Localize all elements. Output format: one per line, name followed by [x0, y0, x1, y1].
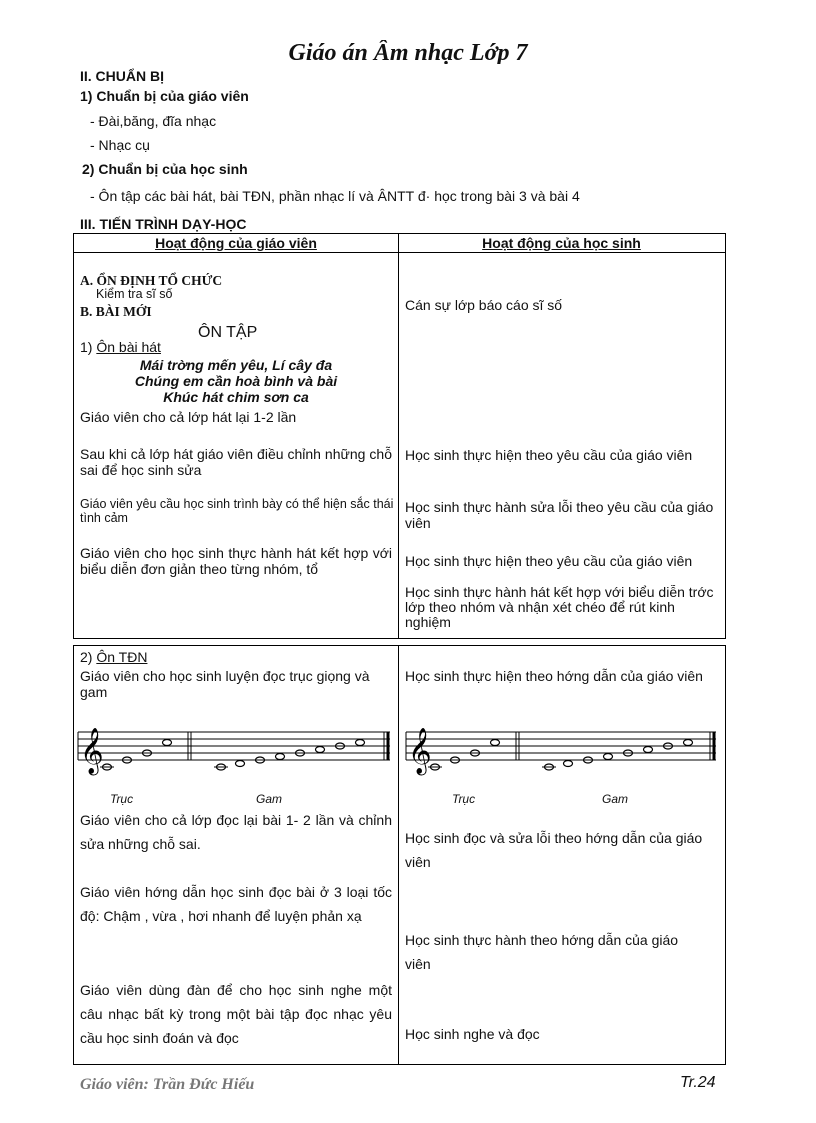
page-title: Giáo án Âm nhạc Lớp 7: [288, 40, 528, 64]
student-activity: Học sinh thực hiện theo yêu cầu của giáo viên: [405, 553, 693, 569]
staff-label-truc: Trục: [452, 792, 476, 806]
teacher-activity: Giáo viên dùng đàn để cho học sinh nghe một câu nhạc bất kỳ trong một bài tập đọc nhạc yêu cầu học sinh đoán và đọc: [80, 982, 392, 1046]
teacher-column-header: Hoạt động của giáo viên: [155, 235, 317, 251]
student-activity: Học sinh thực hành hát kết hợp với biểu diễn trớc lớp theo nhóm và nhận xét chéo để rút kinh nghiệm: [405, 585, 714, 630]
song-line: Mái trờng mến yêu, Lí cây đa: [139, 357, 333, 373]
song-line: Chúng em cần hoà bình và bài: [134, 373, 338, 389]
student-activity: Học sinh thực hiện theo hớng dẫn của giáo viên: [405, 668, 703, 684]
section-3-heading: III. TIẾN TRÌNH DẠY-HỌC: [80, 216, 247, 232]
teacher-prep-item: - Đài,băng, đĩa nhạc: [90, 113, 217, 129]
teacher-activity: Giáo viên cho cả lớp đọc lại bài 1- 2 lần và chỉnh sửa những chỗ sai.: [80, 812, 392, 852]
column-divider: [398, 645, 399, 1064]
item-1-label: Ôn bài hát: [96, 339, 161, 355]
song-list: [74, 357, 398, 405]
staff-label-gam: Gam: [602, 792, 629, 806]
staff-label-gam: Gam: [256, 792, 283, 806]
section-2-heading: II. CHUẨN BỊ: [80, 68, 164, 84]
song-line: Khúc hát chim sơn ca: [163, 389, 309, 405]
teacher-prep-item: - Nhạc cụ: [90, 137, 150, 153]
student-activity: Cán sự lớp báo cáo sĩ số: [405, 297, 563, 313]
teacher-activity: Sau khi cả lớp hát giáo viên điều chỉnh những chỗ sai để học sinh sửa: [80, 446, 392, 478]
student-activity: Học sinh nghe và đọc: [405, 1026, 540, 1042]
teacher-activity: Giáo viên cho học sinh luyện đọc trục giọng và gam: [80, 668, 370, 700]
teacher-activity: Giáo viên yêu cầu học sinh trình bày có thể hiện sắc thái tình cảm: [80, 497, 394, 525]
section-a-heading: A. ỔN ĐỊNH TỔ CHỨC: [80, 273, 223, 288]
section-a-sub: Kiểm tra sĩ số: [96, 287, 173, 301]
item-1-heading: [80, 339, 161, 355]
staff-label-truc: Trục: [110, 792, 134, 806]
item-2-label: Ôn TĐN: [96, 649, 148, 665]
teacher-activity: Giáo viên cho học sinh thực hành hát kết hợp với biểu diễn đơn giản theo từng nhóm, tổ: [80, 545, 392, 577]
music-staff-teacher: [74, 718, 396, 776]
item-2-heading: [80, 649, 147, 665]
student-prep-heading: 2) Chuẩn bị của học sinh: [82, 161, 248, 177]
student-prep-item: - Ôn tập các bài hát, bài TĐN, phần nhạc lí và ÂNTT đ· học trong bài 3 và bài 4: [90, 188, 580, 204]
teacher-activity: Giáo viên cho cả lớp hát lại 1-2 lần: [80, 409, 297, 425]
section-b-heading: B. BÀI MỚI: [80, 304, 152, 319]
student-activity: Học sinh thực hành sửa lỗi theo yêu cầu của giáo viên: [405, 499, 714, 531]
student-column-header: Hoạt động của học sinh: [482, 235, 641, 251]
page-number: Tr.24: [680, 1074, 716, 1091]
footer-teacher-name: Giáo viên: Trần Đức Hiếu: [80, 1076, 255, 1093]
student-activity: Học sinh đọc và sửa lỗi theo hớng dẫn của giáo viên: [405, 830, 703, 870]
teacher-prep-heading: 1) Chuẩn bị của giáo viên: [80, 88, 249, 104]
teacher-activity: Giáo viên hớng dẫn học sinh đọc bài ở 3 loại tốc độ: Chậm , vừa , hơi nhanh để luyện phản xạ: [80, 884, 392, 924]
treble-clef-icon: 𝄞: [80, 728, 104, 774]
student-activity: Học sinh thực hiện theo yêu cầu của giáo viên: [405, 447, 693, 463]
music-staff-student: [402, 718, 722, 776]
review-heading: ÔN TẬP: [198, 324, 258, 341]
item-1-number: 1): [80, 339, 93, 355]
item-2-number: 2): [80, 649, 93, 665]
treble-clef-icon: 𝄞: [408, 728, 432, 774]
column-divider: [398, 233, 399, 638]
student-activity: Học sinh thực hành theo hớng dẫn của giáo viên: [405, 932, 679, 972]
header-divider: [73, 252, 725, 253]
